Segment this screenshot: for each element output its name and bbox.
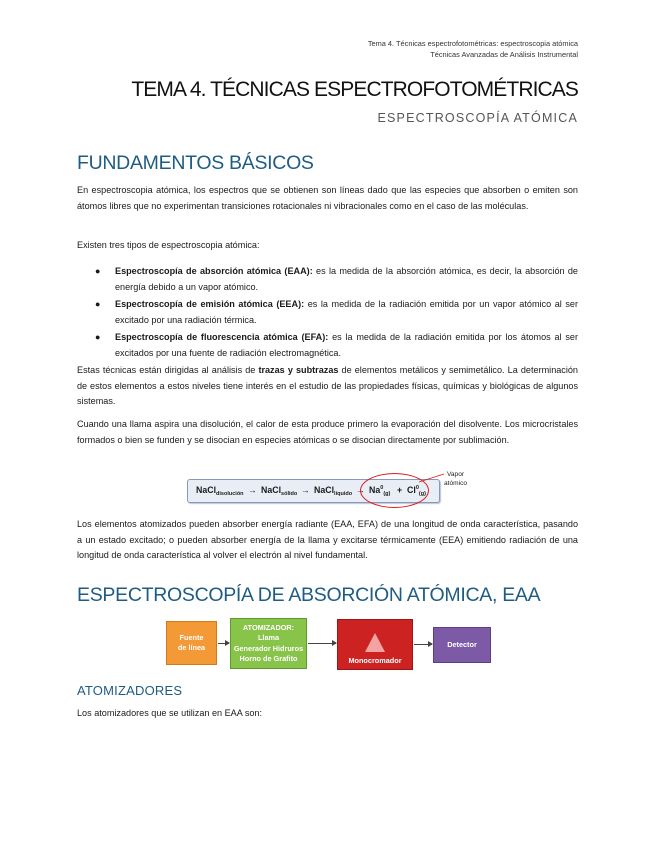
arrow-icon xyxy=(308,643,336,644)
running-header xyxy=(368,38,578,60)
arrow-icon xyxy=(218,643,229,644)
list-item-text: es la medida de la absorción atómica, es decir, la absorción de energía debido a un vapor atómico. xyxy=(115,266,578,292)
plus-sign: + xyxy=(397,485,403,495)
species-cl-gas: $Cl^0_{(g)}$ xyxy=(407,485,426,497)
paragraph-atomizadores: Los atomizadores que se utilizan en EAA son: xyxy=(77,708,263,718)
diagram-block-detector: Detector xyxy=(433,627,491,663)
list-item xyxy=(77,330,578,361)
list-item-text: es la medida de la radiación emitida por un vapor atómico al ser excitado por una radiación térmica. xyxy=(115,299,578,325)
paragraph-trazas-a: Estas técnicas están dirigidas al análisis de xyxy=(77,365,259,375)
list-item-term: Espectroscopía de fluorescencia atómica (EFA): xyxy=(115,332,329,343)
section-heading-fundamentos: FUNDAMENTOS BÁSICOS xyxy=(77,152,314,174)
list-item-term: Espectroscopía de absorción atómica (EAA): xyxy=(115,266,313,276)
diagram-block-atomizador: ATOMIZADOR: Llama Generador Hidruros Horno de Grafito xyxy=(230,618,307,669)
running-header-line2: Técnicas Avanzadas de Análisis Instrumental xyxy=(430,50,578,59)
bullet-icon: ● xyxy=(95,299,101,310)
list-item xyxy=(77,264,578,295)
section-heading-eaa: ESPECTROSCOPÍA DE ABSORCIÓN ATÓMICA, EAA xyxy=(77,584,541,606)
vapor-atomico-note: Vapor atómico xyxy=(444,471,468,487)
paragraph-tipos: Existen tres tipos de espectroscopia atómica: xyxy=(77,240,260,250)
paragraph-trazas xyxy=(77,363,578,410)
arrow-icon: → xyxy=(301,485,310,495)
species-nacl-disolucion: NaCl$_{disolución}$ xyxy=(196,485,244,497)
list-item-text: es la medida de la radiación emitida por los átomos al ser excitados por una fuente de radiación electromagnética. xyxy=(115,332,578,358)
species-nacl-liquido: NaCl$_{líquido}$ xyxy=(314,485,353,497)
paragraph-trazas-b: de elementos metálicos y semimetálico. La determinación de estos elementos a estos niveles tiene interés en el estudio de las propiedades físicas, químicas y biológicas de algunos sistemas. xyxy=(77,365,578,407)
paragraph-atomizados: Los elementos atomizados pueden absorber energía radiante (EAA, EFA) de una longitud de onda característica, pasando a un estado excitado; o pueden absorber energía de la llama y excitarse térmicamente (EEA) emitiendo radiación de una longitud de onda característica al volver el electrón al nivel fundamental. xyxy=(77,519,578,561)
annotation-leader-line xyxy=(418,472,446,484)
paragraph-trazas-bold: trazas y subtrazas xyxy=(258,365,339,375)
subheading-atomizadores: ATOMIZADORES xyxy=(77,683,183,698)
paragraph-intro: En espectroscopia atómica, los espectros que se obtienen son líneas dado que las especies que absorben o emiten son átomos libres que no experimentan transiciones rotacionales ni vibracionales como en el caso de las moléculas. xyxy=(77,185,578,211)
bullet-icon: ● xyxy=(95,266,101,276)
prism-icon xyxy=(365,633,385,652)
arrow-icon: → xyxy=(356,485,365,495)
species-na-gas: $Na^0_{(g)}$ xyxy=(369,485,391,497)
document-subtitle: ESPECTROSCOPÍA ATÓMICA xyxy=(377,111,578,125)
species-nacl-solido: NaCl$_{sólido}$ xyxy=(261,485,298,497)
list-item xyxy=(77,297,578,328)
diagram-block-fuente: Fuente de línea xyxy=(166,621,217,665)
types-list xyxy=(77,264,578,364)
paragraph-llama: Cuando una llama aspira una disolución, el calor de esta produce primero la evaporación del disolvente. Los microcristales formados o bien se funden y se disocian en especies atómicas o se disocian directamente por sublimación. xyxy=(77,419,578,445)
list-item-term: Espectroscopía de emisión atómica (EEA): xyxy=(115,299,305,310)
running-header-line1: Tema 4. Técnicas espectrofotométricas: espectroscopia atómica xyxy=(367,39,578,48)
arrow-icon xyxy=(414,644,432,645)
diagram-block-monocromador: Monocromador xyxy=(337,619,413,670)
arrow-icon: → xyxy=(248,485,257,495)
bullet-icon: ● xyxy=(95,332,101,343)
document-title: TEMA 4. TÉCNICAS ESPECTROFOTOMÉTRICAS xyxy=(131,78,578,101)
